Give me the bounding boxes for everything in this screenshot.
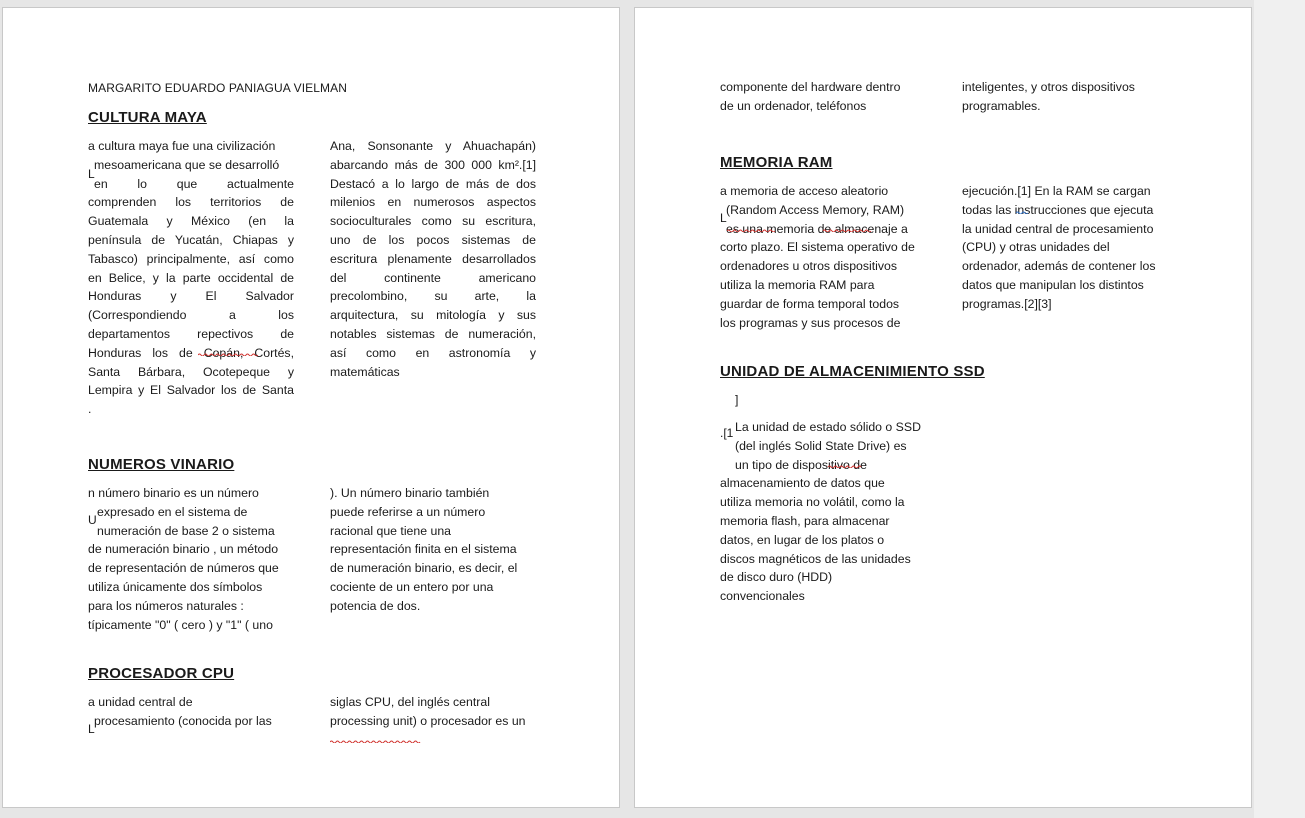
text-line: siglas CPU, del inglés central xyxy=(330,695,490,709)
numeros-left-column xyxy=(88,484,302,634)
text-line: mesoamericana que se desarrolló xyxy=(94,157,280,172)
text-line: abarcando más de 300 000 km².[1] xyxy=(330,157,536,172)
text-line: datos que manipulan los distintos xyxy=(962,277,1144,292)
text-line: uno de los pocos sistemas de xyxy=(330,232,536,247)
ssd-left-column xyxy=(720,418,934,606)
text-line: expresado en el sistema de xyxy=(97,504,248,519)
grammar-underline xyxy=(1016,201,1028,204)
text-line: utiliza la memoria RAM para xyxy=(720,277,875,292)
heading-procesador-cpu: PROCESADOR CPU xyxy=(88,665,235,682)
text-line: n número binario es un número xyxy=(88,486,259,500)
text-line: utiliza únicamente dos símbolos xyxy=(88,579,263,594)
text-line: para los números naturales : xyxy=(88,598,244,613)
text-line: así como en astronomía y xyxy=(330,345,536,360)
text-line: (Correspondiendo a los xyxy=(88,308,294,323)
text-line: almacenamiento de datos que xyxy=(720,476,885,491)
heading-unidad-ssd: UNIDAD DE ALMACENIMIENTO SSD xyxy=(720,363,985,380)
text-line: utiliza memoria no volátil, como la xyxy=(720,495,905,510)
spellcheck-underline xyxy=(823,219,873,222)
text-line: Honduras los de Copán, Cortés, xyxy=(88,345,294,360)
numeros-right-column xyxy=(330,484,544,616)
bracket-mark: ] xyxy=(735,393,739,407)
text-line: un tipo de dispositivo de xyxy=(735,457,867,472)
spellcheck-underline xyxy=(727,219,775,222)
text-line: inteligentes, y otros dispositivos xyxy=(962,80,1135,94)
cultura-maya-left-column xyxy=(88,137,294,419)
spellcheck-underline xyxy=(828,455,862,458)
text-line: a memoria de acceso aleatorio xyxy=(720,184,889,198)
heading-memoria-ram: MEMORIA RAM xyxy=(720,154,833,171)
cpu-continuation-right xyxy=(962,78,1176,116)
dropcap-letter: L xyxy=(88,167,95,181)
text-line: memoria flash, para almacenar xyxy=(720,513,890,528)
text-line: ). Un número binario también xyxy=(330,486,490,500)
text-line: cociente de un entero por una xyxy=(330,579,494,594)
dropcap-letter: L xyxy=(720,211,727,225)
heading-cultura-maya: CULTURA MAYA xyxy=(88,109,207,126)
text-line: Lempira y El Salvador los de Santa xyxy=(88,383,294,398)
dropcap-letter: L xyxy=(88,722,95,736)
cultura-maya-right-column xyxy=(330,137,536,381)
text-line: los programas y sus procesos de xyxy=(720,315,901,330)
spellcheck-underline xyxy=(330,730,422,733)
dropcap-mark: .[1 xyxy=(720,426,734,440)
text-line: programas.[2][3] xyxy=(962,296,1052,311)
text-line: Ana, Sonsonante y Ahuachapán) xyxy=(330,139,536,153)
text-line: corto plazo. El sistema operativo de xyxy=(720,240,915,255)
text-line: discos magnéticos de las unidades xyxy=(720,551,911,566)
text-line: (Random Access Memory, RAM) xyxy=(726,202,905,217)
ram-left-column xyxy=(720,182,934,332)
text-line: representación finita en el sistema xyxy=(330,542,517,557)
ram-right-column xyxy=(962,182,1176,314)
text-line: componente del hardware dentro xyxy=(720,80,901,94)
text-line: procesamiento (conocida por las xyxy=(94,713,272,728)
author-name: MARGARITO EDUARDO PANIAGUA VIELMAN xyxy=(88,81,348,95)
text-line: datos, en lugar de los platos o xyxy=(720,532,885,547)
text-line: a cultura maya fue una civilización xyxy=(88,139,276,153)
text-line: de representación de números que xyxy=(88,561,279,576)
text-line: la unidad central de procesamiento xyxy=(962,221,1154,236)
text-line: del continente americano xyxy=(330,270,536,285)
text-line: notables sistemas de numeración, xyxy=(330,326,536,341)
text-line: precolombino, su arte, la xyxy=(330,289,536,304)
cpu-right-column xyxy=(330,693,544,731)
text-line: en Belice, y la parte occidental de xyxy=(88,270,294,285)
text-line: típicamente "0" ( cero ) y "1" ( uno xyxy=(88,617,273,632)
text-line: convencionales xyxy=(720,589,805,604)
document-page-2 xyxy=(634,7,1252,808)
window-right-margin xyxy=(1254,0,1305,818)
text-line: comprenden los territorios de xyxy=(88,195,294,210)
text-line: socioculturales como su escritura, xyxy=(330,214,536,229)
spellcheck-underline xyxy=(198,343,258,346)
text-line: guardar de forma temporal todos xyxy=(720,296,900,311)
text-line: processing unit) o procesador es un xyxy=(330,713,526,728)
text-line-content: departamentos repectivos de xyxy=(88,326,294,341)
heading-numeros-vinario: NUMEROS VINARIO xyxy=(88,456,235,473)
text-line: ordenadores u otros dispositivos xyxy=(720,259,898,274)
text-line: programables. xyxy=(962,98,1041,113)
text-line: racional que tiene una xyxy=(330,523,452,538)
text-line: La unidad de estado sólido o SSD xyxy=(735,420,921,434)
text-line: en lo que actualmente xyxy=(94,176,294,191)
cpu-left-column xyxy=(88,693,302,731)
text-line: Tabasco) principalmente, así como xyxy=(88,251,294,266)
text-line: (del inglés Solid State Drive) es xyxy=(735,438,907,453)
text-line xyxy=(88,325,294,344)
text-line: Honduras y El Salvador xyxy=(88,289,294,304)
text-line: arquitectura, su mitología y sus xyxy=(330,308,536,323)
text-line: (CPU) y otras unidades del xyxy=(962,240,1110,255)
document-page-1 xyxy=(2,7,620,808)
text-line: milenios en numerosos aspectos xyxy=(330,195,536,210)
text-line: ordenador, además de contener los xyxy=(962,259,1156,274)
text-line: de numeración binario , un método xyxy=(88,542,279,557)
text-line: todas las instrucciones que ejecuta xyxy=(962,202,1154,217)
text-line: matemáticas xyxy=(330,364,400,379)
dropcap-letter: U xyxy=(88,513,97,527)
text-line: de numeración binario, es decir, el xyxy=(330,561,518,576)
text-line: . xyxy=(88,402,92,417)
text-line: Santa Bárbara, Ocotepeque y xyxy=(88,364,294,379)
text-line: Guatemala y México (en la xyxy=(88,214,294,229)
text-line: a unidad central de xyxy=(88,695,193,709)
text-line: península de Yucatán, Chiapas y xyxy=(88,232,294,247)
text-line: de disco duro (HDD) xyxy=(720,570,833,585)
cpu-continuation-left xyxy=(720,78,934,116)
text-line: de un ordenador, teléfonos xyxy=(720,98,867,113)
text-line: Destacó a lo largo de más de dos xyxy=(330,176,536,191)
text-line: es una memoria de almacenaje a xyxy=(726,221,908,236)
text-line: puede referirse a un número xyxy=(330,504,486,519)
text-line: potencia de dos. xyxy=(330,598,421,613)
text-line: escritura plenamente desarrollados xyxy=(330,251,536,266)
text-line: ejecución.[1] En la RAM se cargan xyxy=(962,184,1151,198)
text-line: numeración de base 2 o sistema xyxy=(97,523,275,538)
